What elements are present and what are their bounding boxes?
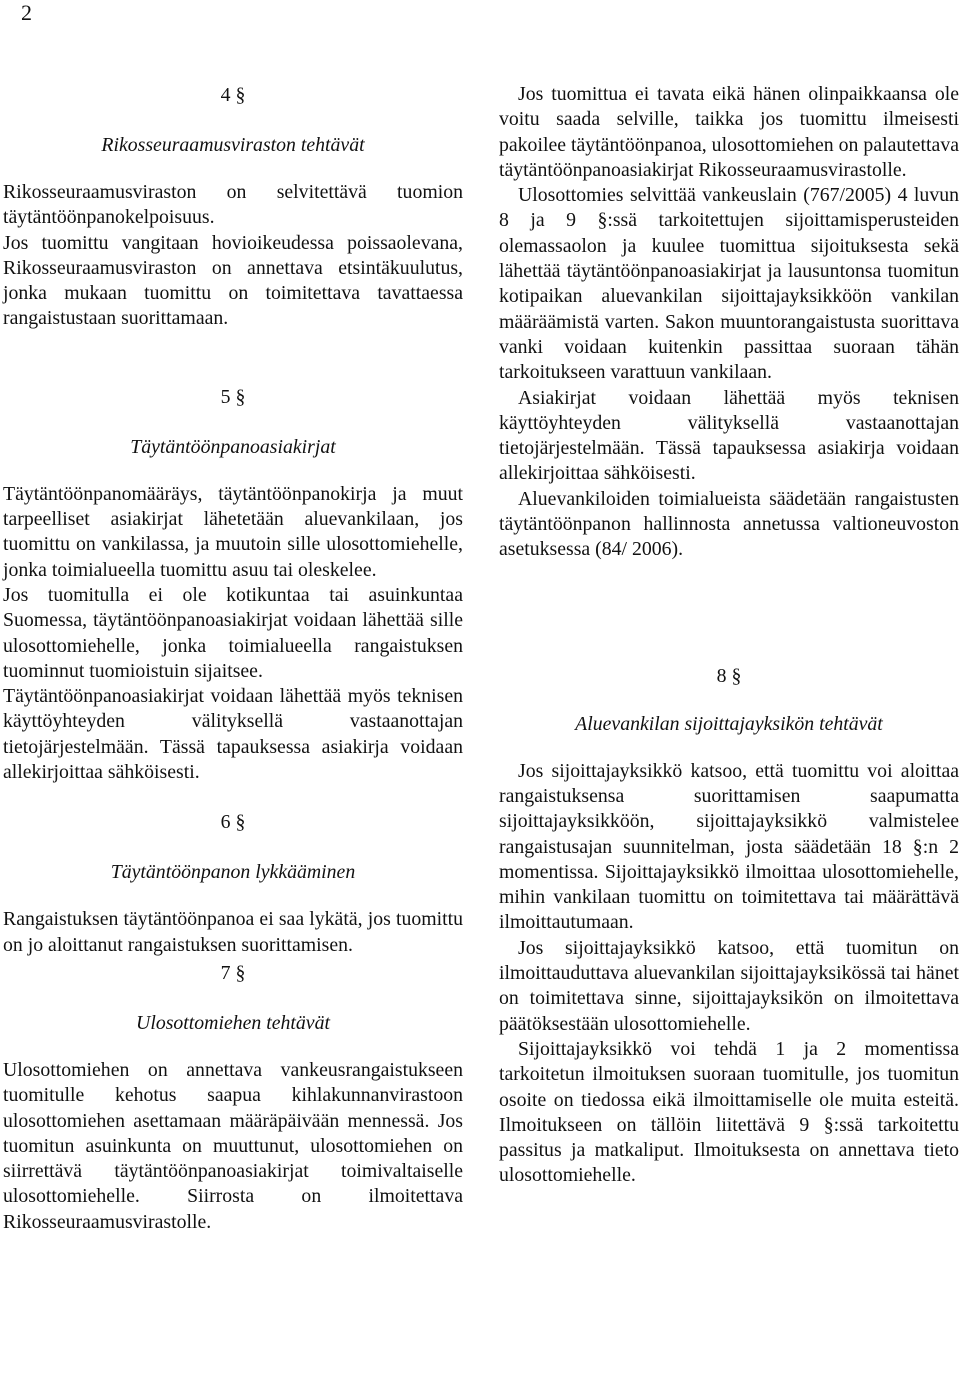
section-5-paragraph-1: Täytäntöönpanomääräys, täytäntöönpanokirja ja muut tarpeelliset asiakirjat lähetetään aluevankilaan, jos tuomittu on vankilassa, ja muutoin sille ulosottomiehelle, jonka toimialueella tuomittu asuu tai oleskelee. (3, 482, 463, 581)
section-7-number: 7 § (220, 961, 246, 984)
section-4-paragraph-1: Rikosseuraamusviraston on selvitettävä tuomion täytäntöönpanokelpoisuus. (3, 181, 463, 229)
section-5-paragraph-2: Jos tuomitulla ei ole kotikuntaa tai asuinkuntaa Suomessa, täytäntöönpanoasiakirjat voidaan lähettää sille ulosottomiehelle, jonka toimialueella rangaistuksen tuominnut tuomioistuin sijaitsee. (3, 583, 463, 682)
page-number: 2 (21, 0, 32, 25)
section-8-paragraph-2: Jos sijoittajayksikkö katsoo, että tuomitun on ilmoittauduttava aluevankilan sijoittajayksikössä tai hänet on toimitettava sinne, sijoittajayksikön on ilmoitettava päätöksestään ulosottomiehelle. (499, 936, 959, 1035)
section-8-title: Aluevankilan sijoittajayksikön tehtävät (575, 712, 883, 735)
left-column (3, 82, 463, 1235)
section-4-paragraph-2: Jos tuomittu vangitaan hovioikeudessa poissaolevana, Rikosseuraamusviraston on annettava etsintäkuulutus, jonka mukaan tuomittu on toimitettava tavattaessa rangaistustaan suorittamaan. (3, 231, 463, 330)
section-4-title: Rikosseuraamusviraston tehtävät (101, 134, 365, 156)
section-7-paragraph-4: Asiakirjat voidaan lähettää myös teknisen käyttöyhteyden välityksellä vastaanottajan tietojärjestelmään. Tässä tapauksessa asiakirja voidaan allekirjoittaa sähköisesti. (499, 386, 959, 485)
section-7-paragraph-3: Ulosottomies selvittää vankeuslain (767/2005) 4 luvun 8 ja 9 §:ssä tarkoitettujen sijoittamisperusteiden olemassaolon ja kuulee tuomittua sijoituksesta sekä lähettää täytäntöönpanoasiakirjat ja lausuntonsa tuomitun kotipaikan aluevankilan sijoittajayksikköön vankilan määräämistä varten. Sakon muuntorangaistusta suorittava vanki voidaan kuitenkin passittaa suoraan tähän tarkoitukseen varattuun vankilaan. (499, 184, 959, 384)
section-7-paragraph-2: Jos tuomittua ei tavata eikä hänen olinpaikkaansa ole voitu saada selville, taikka jos tuomittu ilmeisesti pakoilee täytäntöönpanoa, ulosottomiehen on palautettava täytäntöönpanoasiakirjat Rikosseuraamusvirastolle. (499, 83, 959, 181)
section-6-title: Täytäntöönpanon lykkääminen (110, 861, 356, 884)
section-6-paragraph-1: Rangaistuksen täytäntöönpanoa ei saa lykätä, jos tuomittu on jo aloittanut rangaistuksen suorittamisen. (3, 908, 463, 956)
section-7-paragraph-5: Aluevankiloiden toimialueista säädetään rangaistusten täytäntöönpanon hallinnosta annetussa valtioneuvoston asetuksessa (84/ 2006). (499, 487, 959, 561)
section-7-paragraph-1: Ulosottomiehen on annettava vankeusrangaistukseen tuomitulle kehotus saapua kihlakunnanvirastoon ulosottomiehen asettamaan määräpäivään mennessä. Jos tuomitun asuinkunta on muuttunut, ulosottomiehen on siirrettävä täytäntöönpanoasiakirjat toimivaltaiselle ulosottomiehelle. Siirrosta on ilmoitettava Rikosseuraamusvirastolle. (3, 1058, 463, 1233)
section-8-paragraph-1: Jos sijoittajayksikkö katsoo, että tuomittu voi aloittaa rangaistuksensa suorittamisen saapumatta sijoittajayksikköön, sijoittajayksikkö valmistelee rangaistusajan suunnitelman, josta säädetään 18 §:n 2 momentissa. Sijoittajayksikkö ilmoittaa ulosottomiehelle, mihin vankilaan tuomittu on toimitettava tai määrättävä ilmoittautumaan. (499, 759, 959, 934)
section-7-title: Ulosottomiehen tehtävät (136, 1011, 330, 1034)
section-8-paragraph-3: Sijoittajayksikkö voi tehdä 1 ja 2 momentissa tarkoitetun ilmoituksen suoraan tuomitulle, jos tuomitun osoite on tiedossa eikä ilmoittamiselle ole muita esteitä. Ilmoitukseen on tällöin liitettävä 9 §:ssä tarkoitettu passitus ja matkaliput. Ilmoituksesta on annettava tieto ulosottomiehelle. (499, 1037, 959, 1187)
section-5-number: 5 § (220, 385, 246, 408)
section-8-number: 8 § (716, 664, 742, 687)
section-4-number: 4 § (220, 84, 246, 106)
right-column (499, 82, 959, 1189)
section-5-title: Täytäntöönpanoasiakirjat (130, 435, 336, 458)
section-5-paragraph-3: Täytäntöönpanoasiakirjat voidaan lähettää myös teknisen käyttöyhteyden välityksellä vastaanottajan tietojärjestelmään. Tässä tapauksessa asiakirja voidaan allekirjoittaa sähköisesti. (3, 685, 463, 784)
section-6-number: 6 § (220, 811, 246, 834)
